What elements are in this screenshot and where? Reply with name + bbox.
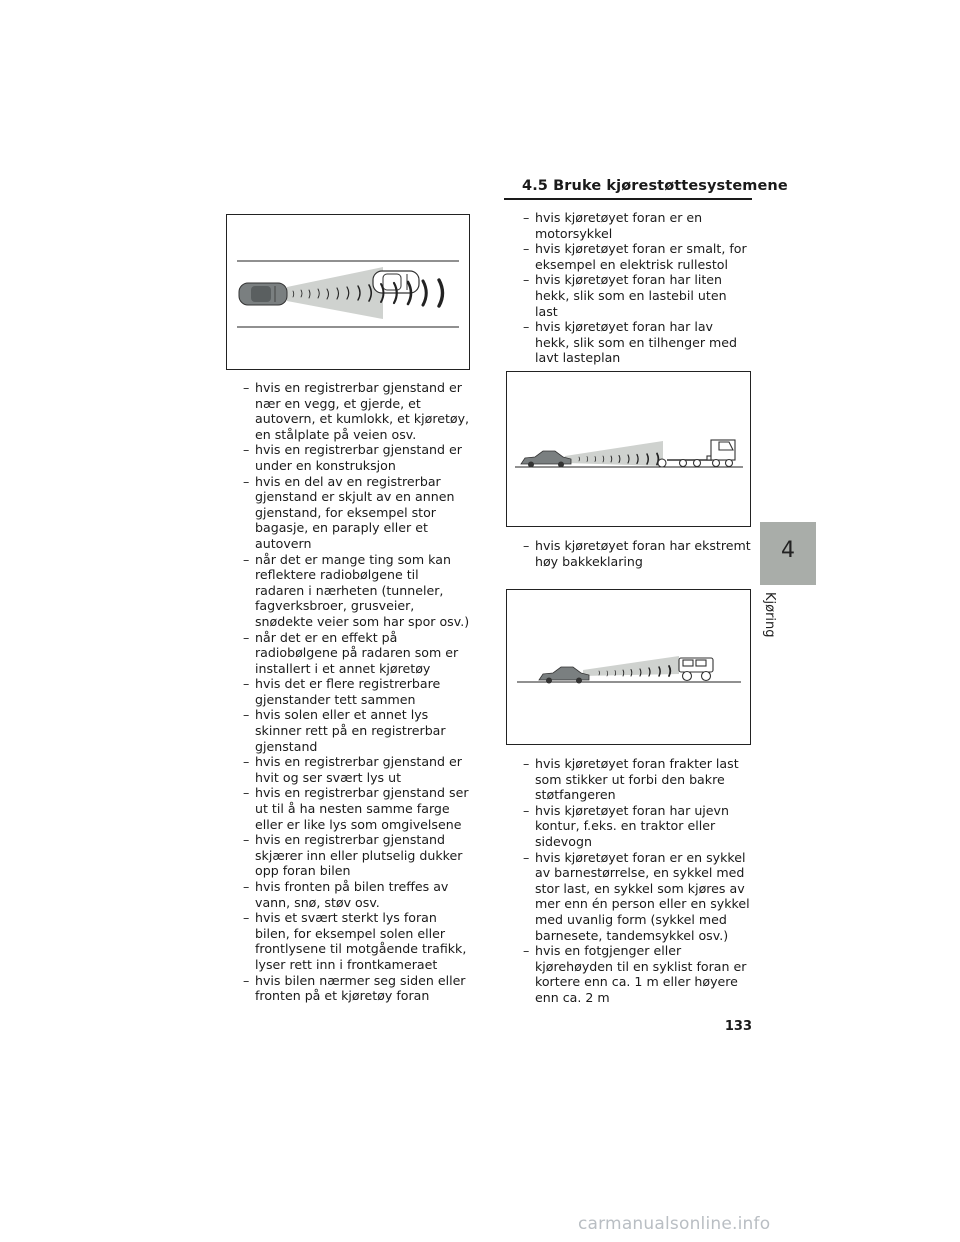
chapter-tab[interactable] xyxy=(760,522,816,585)
figure-truck-with-trailer xyxy=(506,371,751,527)
list-item: – hvis et svært sterkt lys foran bilen, for eksempel solen eller frontlysene til motgående trafikk, lyser rett inn i frontkameraet xyxy=(243,910,471,972)
list-item: – når det er mange ting som kan reflektere radiobølgene til radaren i nærheten (tunneler, fagverksbroer, grusveier, snødekte veier som har spor osv.) xyxy=(243,552,471,630)
page-number: 133 xyxy=(724,1019,752,1034)
left-bullet-list xyxy=(243,380,471,1004)
list-item: – hvis kjøretøyet foran er en sykkel av barnestørrelse, en sykkel med stor last, en sykkel som kjøres av mer enn én person eller en sykkel med uvanlig form (sykkel med barnesete, tandemsykkel osv.) xyxy=(523,850,751,944)
car-detecting-car-ahead-icon xyxy=(227,215,469,369)
list-item: – hvis det er flere registrerbare gjenstander tett sammen xyxy=(243,676,471,707)
section-title: 4.5 Bruke kjørestøttesystemene xyxy=(522,178,788,194)
figure-high-clearance-vehicle xyxy=(506,589,751,745)
list-item: – hvis kjøretøyet foran er smalt, for eksempel en elektrisk rullestol xyxy=(523,241,751,272)
list-item: – hvis solen eller et annet lys skinner rett på en registrerbar gjenstand xyxy=(243,707,471,754)
list-item: – hvis en registrerbar gjenstand er nær en vegg, et gjerde, et autovern, et kumlokk, et kjøretøy, en stålplate på veien osv. xyxy=(243,380,471,442)
list-item: – hvis en registrerbar gjenstand skjærer inn eller plutselig dukker opp foran bilen xyxy=(243,832,471,879)
list-item: – hvis en fotgjenger eller kjørehøyden til en syklist foran er kortere enn ca. 1 m eller høyere enn ca. 2 m xyxy=(523,943,751,1005)
figure-car-ahead xyxy=(226,214,470,370)
list-item: – hvis kjøretøyet foran har ujevn kontur, f.eks. en traktor eller sidevogn xyxy=(523,803,751,850)
chapter-number: 4 xyxy=(781,538,795,563)
right-bullet-list-bottom xyxy=(523,756,751,1006)
list-item: – når det er en effekt på radiobølgene på radaren som er installert i et annet kjøretøy xyxy=(243,630,471,677)
car-detecting-suv-icon xyxy=(507,590,750,744)
watermark: carmanualsonline.info xyxy=(578,1214,771,1234)
list-item: – hvis en registrerbar gjenstand er under en konstruksjon xyxy=(243,442,471,473)
list-item: – hvis fronten på bilen treffes av vann, snø, støv osv. xyxy=(243,879,471,910)
list-item: – hvis kjøretøyet foran er en motorsykkel xyxy=(523,210,751,241)
right-bullet-list-top xyxy=(523,210,751,366)
car-detecting-truck-icon xyxy=(507,372,750,526)
header-rule xyxy=(504,198,752,200)
list-item: – hvis bilen nærmer seg siden eller fronten på et kjøretøy foran xyxy=(243,973,471,1004)
list-item: – hvis kjøretøyet foran har lav hekk, slik som en tilhenger med lavt lasteplan xyxy=(523,319,751,366)
chapter-label: Kjøring xyxy=(762,592,777,638)
list-item: – hvis kjøretøyet foran har ekstremt høy bakkeklaring xyxy=(523,538,751,569)
list-item: – hvis kjøretøyet foran frakter last som stikker ut forbi den bakre støtfangeren xyxy=(523,756,751,803)
chapter-side-label xyxy=(760,590,782,640)
list-item: – hvis en del av en registrerbar gjenstand er skjult av en annen gjenstand, for eksempel stor bagasje, en paraply eller et autovern xyxy=(243,474,471,552)
right-bullet-list-middle xyxy=(523,538,751,569)
list-item: – hvis kjøretøyet foran har liten hekk, slik som en lastebil uten last xyxy=(523,272,751,319)
list-item: – hvis en registrerbar gjenstand er hvit og ser svært lys ut xyxy=(243,754,471,785)
list-item: – hvis en registrerbar gjenstand ser ut til å ha nesten samme farge eller er like lys som omgivelsene xyxy=(243,785,471,832)
